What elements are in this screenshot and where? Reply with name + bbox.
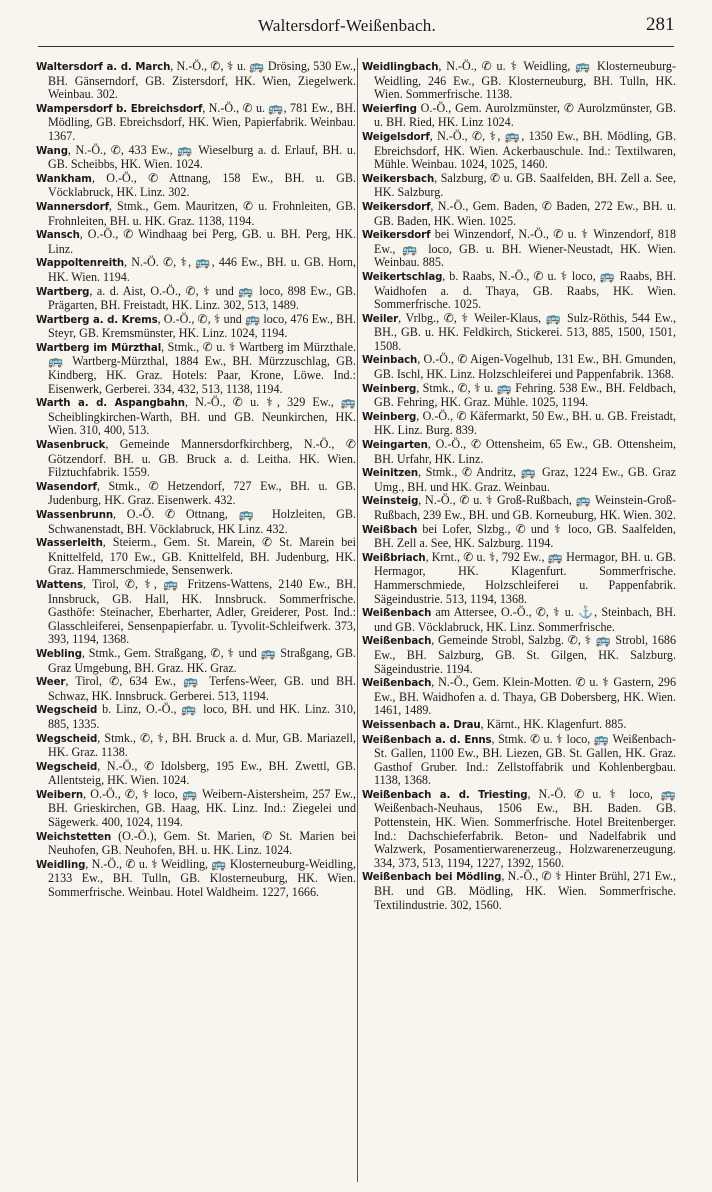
- directory-entry: [36, 396, 356, 438]
- directory-entry: [36, 480, 356, 508]
- column-divider: [357, 58, 358, 1182]
- entry-details: , N.-Ö., ✆ u. ⚕ Groß-Rußbach, 🚌 Weinstein-Groß-Rußbach, 239 Ew., BH. und GB. Korneuburg, HK. Wien. 302.: [374, 493, 676, 522]
- place-name: Wasendorf: [36, 481, 97, 493]
- place-name: Weißbriach: [362, 552, 426, 564]
- right-column: [362, 60, 676, 912]
- place-name: Weingarten: [362, 440, 428, 452]
- place-name: Waltersdorf a. d. March: [36, 62, 171, 73]
- directory-entry: [362, 60, 676, 102]
- place-name: Weißenbach bei Mödling: [362, 872, 502, 884]
- place-name: Wampersdorf b. Ebreichsdorf: [36, 103, 203, 115]
- directory-entry: [362, 718, 676, 733]
- directory-entry: [362, 551, 676, 606]
- place-name: Weinberg: [362, 383, 417, 395]
- directory-entry: [362, 353, 676, 381]
- place-name: Weikersdorf: [362, 230, 431, 242]
- place-name: Wansch: [36, 230, 80, 242]
- entry-details: , O.-Ö., ✆ Windhaag bei Perg, GB. u. BH. Perg, HK. Linz.: [48, 227, 356, 256]
- entry-details: , Gemeinde Strobl, Salzbg. ✆, ⚕ 🚌 Strobl, 1686 Ew., BH. Salzburg, GB. St. Gilgen, HK. Salzburg. Sägeindustrie. 1194.: [374, 633, 676, 676]
- entry-details: , Stmk., ✆, ⚕, BH. Bruck a. d. Mur, GB. Mariazell, HK. Graz. 1138.: [48, 730, 356, 760]
- directory-entry: [36, 144, 356, 172]
- entry-details: , N.-Ö. ✆, ⚕, 🚌, 446 Ew., BH. u. GB. Horn, HK. Wien. 1194.: [48, 255, 356, 284]
- directory-entry: [362, 228, 676, 270]
- entry-details: , Gemeinde Mannersdorfkirchberg, N.-Ö., ✆ Götzendorf. BH. u. GB. Bruck a. d. Leitha. HK. Wien. Filztuchfabrik. 1559.: [48, 437, 356, 480]
- entry-details: , N.-Ö., ✆ u. ⚕ Weidling, 🚌 Klosterneuburg-Weidling, 2133 Ew., BH. Tulln, GB. Klosterneuburg, HK. Wien. Sommerfrische. Weinbau. Hotel Waldheim. 1227, 1666.: [48, 856, 356, 900]
- entry-details: , N.-Ö., ✆, ⚕ u. 🚌 Drösing, 530 Ew., BH. Gänserndorf, GB. Zistersdorf, HK. Wien, Ziegelwerk. Weinbau. 302.: [48, 59, 356, 102]
- directory-entry: [36, 341, 356, 396]
- entry-details: , O.-Ö., ✆ Attnang, 158 Ew., BH. u. GB. Vöcklabruck, HK. Linz. 302.: [48, 170, 356, 200]
- entry-details: , O.-Ö., ✆, ⚕ loco, 🚌 Weibern-Aistersheim, 257 Ew., BH. Grieskirchen, GB. Haag, HK. Linz. Ind.: Ziegelei und Sägewerk. 400, 1024, 1194.: [48, 786, 356, 830]
- running-title: Waltersdorf-Weißenbach.: [258, 16, 436, 35]
- entry-details: b. Linz, O.-Ö., 🚌 loco, BH. und HK. Linz. 310, 885, 1335.: [48, 702, 356, 731]
- directory-entry: [36, 647, 356, 675]
- entry-details: am Attersee, O.-Ö., ✆, ⚕ u. ⚓, Steinbach, BH. und GB. Vöcklabruck, HK. Linz. Sommerfrische.: [374, 605, 676, 634]
- directory-entry: [362, 270, 676, 312]
- place-name: Wartberg a. d. Krems: [36, 314, 158, 326]
- directory-entry: [36, 675, 356, 703]
- place-name: Wartberg im Mürzthal: [36, 342, 162, 354]
- directory-entry: [36, 172, 356, 200]
- directory-entry: [36, 703, 356, 731]
- place-name: Weißenbach a. d. Enns: [362, 734, 492, 746]
- directory-entry: [36, 200, 356, 228]
- place-name: Wankham: [36, 173, 92, 185]
- entry-details: , N.-Ö., Gem. Klein-Motten. ✆ u. ⚕ Gastern, 296 Ew., BH. Waidhofen a. d. Thaya, GB Dobersberg, HK. Wien. 1461, 1489.: [374, 675, 676, 718]
- directory-entry: [362, 466, 676, 494]
- place-name: Weinbach: [362, 355, 418, 367]
- place-name: Weißenbach: [362, 608, 432, 620]
- entry-details: , Steierm., Gem. St. Marein, ✆ St. Marein bei Knittelfeld, 170 Ew., GB. Knittelfeld, BH. Judenburg, HK. Graz. Hammerschmiede, Sensenwerk.: [48, 535, 356, 578]
- entry-details: , N.-Ö. ✆ u. ⚕ loco, 🚌 Weißenbach-Neuhaus, 1506 Ew., BH. Baden. GB. Pottenstein, HK. Wien. Sommerfrische. Hotel Breitenberger. Ind.: Dachschieferfabrik. Beton- und Nadelfabrik und Walzwerk, Posamentierwarenerzeug., Holzwarenerzeugung. 334, 373, 513, 1194, 1227, 1392, 1560.: [374, 786, 676, 870]
- place-name: Wegscheid: [36, 733, 98, 745]
- entry-details: , Vrlbg., ✆, ⚕ Weiler-Klaus, 🚌 Sulz-Röthis, 544 Ew., BH., GB. u. HK. Feldkirch, Stickerei. 513, 885, 1500, 1501, 1508.: [374, 310, 676, 353]
- entry-details: , O.-Ö., ✆ Käfermarkt, 50 Ew., BH. u. GB. Freistadt, HK. Linz. Burg. 839.: [374, 408, 676, 438]
- directory-entry: [362, 870, 676, 912]
- entry-details: bei Winzendorf, N.-Ö., ✆ u. ⚕ Winzendorf, 818 Ew., 🚌 loco, GB. u. BH. Wiener-Neustadt, HK. Wien. Weinbau. 885.: [374, 227, 676, 270]
- page-number: 281: [646, 14, 675, 35]
- place-name: Weikersbach: [362, 173, 435, 185]
- place-name: Weibern: [36, 789, 84, 801]
- directory-entry: [362, 523, 676, 551]
- directory-entry: [36, 788, 356, 830]
- entry-details: , a. d. Aist, O.-Ö., ✆, ⚕ und 🚌 loco, 898 Ew., GB. Prägarten, BH. Freistadt, HK. Linz. 302, 513, 1489.: [48, 283, 356, 313]
- directory-entry: [362, 200, 676, 228]
- entry-details: , N.-Ö., ✆ ⚕ Hinter Brühl, 271 Ew., BH. und GB. Mödling, HK. Wien. Sommerfrische. Textilindustrie. 302, 1560.: [374, 869, 676, 912]
- directory-entry: [362, 733, 676, 788]
- directory-entry: [362, 102, 676, 130]
- entry-details: , N.-Ö., ✆ Idolsberg, 195 Ew., BH. Zwettl, GB. Allentsteig, HK. Wien. 1024.: [48, 758, 356, 788]
- directory-entry: [362, 172, 676, 200]
- directory-entry: [36, 438, 356, 480]
- entry-details: , Salzburg, ✆ u. GB. Saalfelden, BH. Zell a. See, HK. Salzburg.: [374, 170, 676, 200]
- entry-details: , Stmk., Gem. Straßgang, ✆, ⚕ und 🚌 Straßgang, GB. Graz Umgebung, BH. Graz. HK. Graz.: [48, 645, 356, 675]
- place-name: Wasenbruck: [36, 440, 106, 452]
- entry-details: , Krnt., ✆ u. ⚕, 792 Ew., 🚌 Hermagor, BH. u. GB. Hermagor, HK. Klagenfurt. Sommerfrische. Hammerschmiede, Holzschleiferei u. Pappenfabrik. Sägeindustrie. 513, 1194, 1368.: [374, 549, 676, 606]
- entry-details: , Tirol, ✆, 634 Ew., 🚌 Terfens-Weer, GB. und BH. Schwaz, HK. Innsbruck. Gerberei. 513, 1194.: [48, 674, 356, 703]
- place-name: Wasserleith: [36, 538, 103, 550]
- entry-details: , b. Raabs, N.-Ö., ✆ u. ⚕ loco, 🚌 Raabs, BH. Waidhofen a. d. Thaya, GB. Raabs, HK. Wien. Sommerfrische. 1025.: [374, 268, 676, 312]
- place-name: Wappoltenreith: [36, 258, 125, 270]
- place-name: Weinitzen: [362, 468, 419, 480]
- directory-entry: [36, 508, 356, 536]
- place-name: Weikersdorf: [362, 201, 431, 213]
- entry-details: , N.-Ö., ✆, 433 Ew., 🚌 Wieselburg a. d. Erlauf, BH. u. GB. Scheibbs, HK. Wien. 1024.: [48, 142, 356, 172]
- directory-entry: [362, 788, 676, 871]
- place-name: Wegscheid: [36, 705, 98, 717]
- entry-details: (O.-Ö.), Gem. St. Marien, ✆ St. Marien bei Neuhofen, GB. Neuhofen, BH. u. HK. Linz. 1024.: [48, 828, 356, 858]
- entry-details: , Stmk. ✆ u. ⚕ loco, 🚌 Weißenbach-St. Gallen, 1100 Ew., BH. Liezen, GB. St. Gallen, HK. Graz. Gasthof Gruber. Ind.: Zellstoffabrik und Kohlenbergbau. 1138, 1368.: [374, 731, 676, 788]
- directory-entry: [36, 858, 356, 900]
- place-name: Wang: [36, 145, 68, 157]
- place-name: Weißenbach: [362, 678, 432, 690]
- entry-details: , O.-Ö., ✆ Aigen-Vogelhub, 131 Ew., BH. Gmunden, GB. Ischl, HK. Linz. Holzschleiferei und Pappenfabrik. 1368.: [374, 352, 676, 382]
- directory-entry: [36, 313, 356, 341]
- directory-entry: [362, 634, 676, 676]
- entry-details: , O.-Ö., ✆ Ottensheim, 65 Ew., GB. Ottensheim, BH. Urfahr, HK. Linz.: [374, 437, 676, 466]
- entry-details: , N.-Ö., ✆ u. ⚕ Weidling, 🚌 Klosterneuburg-Weidling, 246 Ew., GB. Klosterneuburg, BH. Tulln, HK. Wien. Sommerfrische. 1138.: [374, 59, 676, 102]
- entry-details: O.-Ö., Gem. Aurolzmünster, ✆ Aurolzmünster, GB. u. BH. Ried, HK. Linz 1024.: [374, 100, 676, 130]
- directory-entry: [362, 676, 676, 718]
- place-name: Weigelsdorf: [362, 131, 430, 143]
- place-name: Weidling: [36, 859, 86, 871]
- directory-entry: [362, 438, 676, 466]
- entry-details: , N.-Ö., Gem. Baden, ✆ Baden, 272 Ew., BH. u. GB. Baden, HK. Wien. 1025.: [374, 198, 676, 228]
- place-name: Weikertschlag: [362, 271, 443, 283]
- directory-entry: [36, 60, 356, 102]
- place-name: Wattens: [36, 579, 84, 591]
- directory-entry: [36, 285, 356, 313]
- place-name: Weichstetten: [36, 831, 112, 843]
- place-name: Weinberg: [362, 411, 417, 423]
- directory-entry: [36, 228, 356, 256]
- entry-details: , N.-Ö., ✆ u. 🚌, 781 Ew., BH. Mödling, GB. Ebreichsdorf, HK. Wien, Papierfabrik. Weinbau. 1367.: [48, 100, 356, 143]
- directory-entry: [36, 830, 356, 858]
- place-name: Warth a. d. Aspangbahn: [36, 398, 185, 410]
- place-name: Weinsteig: [362, 496, 419, 508]
- directory-entry: [362, 410, 676, 438]
- directory-entry: [362, 382, 676, 410]
- entry-details: bei Lofer, Slzbg., ✆ und ⚕ loco, GB. Saalfelden, BH. Zell a. See, HK. Salzburg. 1194.: [374, 521, 676, 551]
- directory-entry: [362, 312, 676, 354]
- directory-entry: [362, 494, 676, 522]
- directory-entry: [362, 606, 676, 634]
- entry-details: , Stmk., ✆, ⚕ u. 🚌 Fehring. 538 Ew., BH. Feldbach, GB. Fehring, HK. Graz. Mühle. 1025, 1194.: [374, 380, 676, 410]
- entry-details: , N.-Ö., ✆ u. ⚕, 329 Ew., 🚌 Scheiblingkirchen-Warth, BH. und GB. Neunkirchen, HK. Wien. 310, 400, 513.: [48, 395, 356, 438]
- directory-entry: [36, 102, 356, 144]
- entry-details: , Stmk., ✆ Andritz, 🚌 Graz, 1224 Ew., GB. Graz Umg., BH. und HK. Graz. Weinbau.: [374, 465, 676, 494]
- directory-entry: [36, 256, 356, 284]
- directory-entry: [36, 732, 356, 760]
- entry-details: , O.-Ö., ✆, ⚕ und 🚌 loco, 476 Ew., BH. Steyr, GB. Kremsmünster, HK. Linz. 1024, 1194.: [48, 311, 356, 341]
- directory-entry: [362, 130, 676, 172]
- directory-entry: [36, 536, 356, 578]
- entry-details: , O.-Ö. ✆ Ottnang, 🚌 Holzleiten, GB. Schwanenstadt, BH. Vöcklabruck, HK Linz. 432.: [48, 507, 356, 536]
- entry-details: , Stmk., ✆ Hetzendorf, 727 Ew., BH. u. GB. Judenburg, HK. Graz. Eisenwerk. 432.: [48, 478, 356, 508]
- place-name: Weißenbach a. d. Triesting: [362, 789, 528, 801]
- place-name: Wassenbrunn: [36, 510, 114, 521]
- place-name: Wannersdorf: [36, 201, 109, 213]
- header-rule: [38, 46, 674, 47]
- place-name: Weidlingbach: [362, 62, 439, 73]
- place-name: Weierfing: [362, 103, 417, 115]
- entry-details: , Tirol, ✆, ⚕, 🚌 Fritzens-Wattens, 2140 Ew., BH. Innsbruck, GB. Hall, HK. Innsbruck. Sommerfrische. Gasthöfe: Steinacher, Eberharter, Adler, Greiderer, Post. Ind.: Glasschleiferei, Sensenpapierfabr. u. Tyvolit-Schleifwerk. 373, 393, 1194, 1368.: [48, 576, 356, 647]
- place-name: Wegscheid: [36, 761, 98, 773]
- place-name: Webling: [36, 648, 82, 660]
- entry-details: , Kärnt., HK. Klagenfurt. 885.: [480, 716, 627, 731]
- place-name: Weissenbach a. Drau: [362, 719, 481, 731]
- directory-entry: [36, 578, 356, 647]
- place-name: Wartberg: [36, 286, 90, 298]
- place-name: Weißenbach: [362, 636, 432, 648]
- entry-details: , N.-Ö., ✆, ⚕, 🚌, 1350 Ew., BH. Mödling, GB. Ebreichsdorf, HK. Wien. Ackerbauschule. Ind.: Textilwaren, Mühle. Weinbau. 1024, 1025, 1460.: [374, 128, 676, 172]
- entry-details: , Stmk., ✆ u. ⚕ Wartberg im Mürzthale. 🚌 Wartberg-Mürzthal, 1884 Ew., BH. Mürzzuschlag, GB. Kindberg, HK. Graz. Hotels: Paar, Krone, Löwe. Ind.: Eisenwerk, Gerberei. 334, 432, 513, 1138, 1194.: [48, 339, 356, 396]
- left-column: [36, 60, 356, 900]
- entry-details: , Stmk., Gem. Mauritzen, ✆ u. Frohnleiten, GB. Frohnleiten, BH. u. HK. Graz. 1138, 1194.: [48, 198, 356, 228]
- directory-entry: [36, 760, 356, 788]
- place-name: Weißbach: [362, 524, 418, 536]
- page-header: [0, 12, 712, 38]
- place-name: Weer: [36, 677, 66, 689]
- place-name: Weiler: [362, 313, 399, 325]
